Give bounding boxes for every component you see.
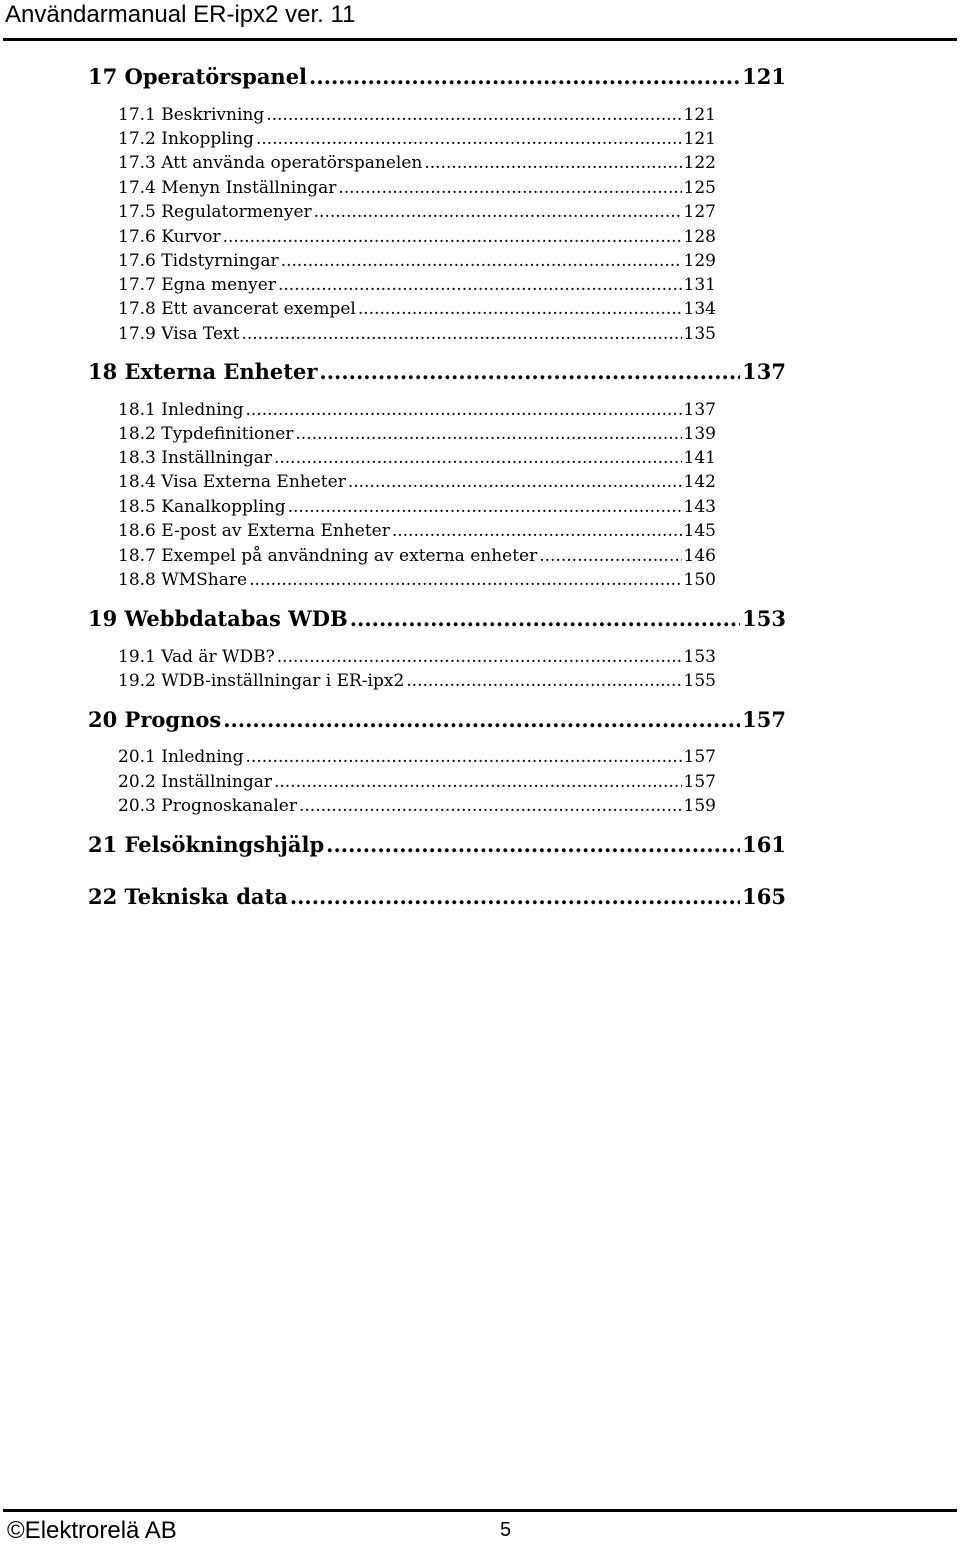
toc-page-number: 165 (742, 884, 786, 909)
toc-section-18-3[interactable] (118, 446, 716, 470)
toc-entry-label: 18.8 WMShare (118, 570, 248, 590)
toc-page-number: 150 (683, 570, 716, 590)
toc-section-19-1[interactable] (118, 645, 716, 669)
toc-page-number: 161 (742, 832, 786, 857)
toc-chapter-22[interactable] (88, 883, 786, 911)
toc-page-number: 157 (742, 707, 786, 732)
toc-dot-leader (348, 470, 682, 494)
toc-entry-label: 18.4 Visa Externa Enheter (118, 472, 346, 492)
toc-entry-label: 20.2 Inställningar (118, 772, 272, 792)
toc-page-number: 135 (683, 324, 716, 344)
toc-page-number: 155 (683, 671, 716, 691)
toc-entry-label: 17.3 Att använda operatörspanelen (118, 153, 423, 173)
toc-dot-leader (326, 831, 740, 859)
toc-chapter-21[interactable] (88, 831, 786, 859)
toc-section-20-3[interactable] (118, 794, 716, 818)
footer-copyright: ©Elektrorelä AB (7, 1517, 177, 1544)
toc-entry-label: 17.7 Egna menyer (118, 275, 276, 295)
toc-entry-label: 18.6 E-post av Externa Enheter (118, 521, 390, 541)
toc-entry-label: 19.2 WDB-inställningar i ER-ipx2 (118, 671, 405, 691)
toc-chapter-17[interactable] (88, 63, 786, 91)
toc-entry-label: 20.1 Inledning (118, 747, 244, 767)
toc-dot-leader (277, 645, 682, 669)
toc-entry-label: 17.9 Visa Text (118, 324, 240, 344)
footer-page-number: 5 (500, 1519, 512, 1541)
toc-section-17-2[interactable] (118, 127, 716, 151)
toc-page-number: 121 (683, 105, 716, 125)
toc-entry-label: 18.7 Exempel på användning av externa enheter (118, 546, 538, 566)
document-header-title: Användarmanual ER-ipx2 ver. 11 (5, 1, 356, 28)
toc-entry-label: 19 Webbdatabas WDB (88, 606, 348, 631)
toc-page-number: 141 (683, 448, 716, 468)
toc-dot-leader (299, 794, 682, 818)
toc-dot-leader (309, 63, 740, 91)
toc-page-number: 137 (683, 400, 716, 420)
toc-section-19-2[interactable] (118, 669, 716, 693)
toc-chapter-20[interactable] (88, 706, 786, 734)
toc-page-number: 145 (683, 521, 716, 541)
toc-entry-label: 21 Felsökningshjälp (88, 832, 325, 857)
toc-dot-leader (295, 422, 681, 446)
toc-page-number: 127 (683, 202, 716, 222)
toc-section-18-8[interactable] (118, 568, 716, 592)
toc-section-17-7[interactable] (118, 273, 716, 297)
toc-page-number: 157 (683, 772, 716, 792)
toc-dot-leader (358, 297, 682, 321)
toc-page-number: 157 (683, 747, 716, 767)
toc-dot-leader (288, 495, 682, 519)
toc-dot-leader (266, 103, 681, 127)
toc-page-number: 121 (742, 64, 786, 89)
toc-section-17-1[interactable] (118, 103, 716, 127)
toc-chapter-18[interactable] (88, 358, 786, 386)
toc-page-number: 131 (683, 275, 716, 295)
toc-section-18-1[interactable] (118, 398, 716, 422)
toc-dot-leader (241, 322, 681, 346)
toc-page-number: 137 (742, 359, 786, 384)
toc-entry-label: 20 Prognos (88, 707, 222, 732)
toc-entry-label: 17.5 Regulatormenyer (118, 202, 312, 222)
toc-page-number: 143 (683, 497, 716, 517)
toc-page-number: 122 (683, 153, 716, 173)
toc-dot-leader (406, 669, 681, 693)
toc-dot-leader (281, 249, 682, 273)
toc-entry-label: 17.8 Ett avancerat exempel (118, 299, 356, 319)
toc-dot-leader (246, 745, 682, 769)
footer-divider (3, 1509, 957, 1512)
toc-entry-label: 17.4 Menyn Inställningar (118, 178, 337, 198)
toc-dot-leader (338, 176, 681, 200)
toc-dot-leader (223, 225, 682, 249)
toc-entry-label: 17.6 Kurvor (118, 227, 221, 247)
toc-dot-leader (246, 398, 682, 422)
toc-section-17-8[interactable] (118, 297, 716, 321)
toc-section-17-5[interactable] (118, 200, 716, 224)
toc-section-18-4[interactable] (118, 470, 716, 494)
toc-page-number: 159 (683, 796, 716, 816)
toc-section-17-6-tidstyrningar[interactable] (118, 249, 716, 273)
toc-dot-leader (314, 200, 682, 224)
toc-page-number: 128 (683, 227, 716, 247)
toc-page-number: 125 (683, 178, 716, 198)
toc-entry-label: 22 Tekniska data (88, 884, 288, 909)
toc-entry-label: 17 Operatörspanel (88, 64, 308, 89)
toc-entry-label: 17.1 Beskrivning (118, 105, 265, 125)
toc-dot-leader (392, 519, 682, 543)
toc-page-number: 134 (683, 299, 716, 319)
toc-page-number: 153 (683, 647, 716, 667)
toc-section-18-5[interactable] (118, 495, 716, 519)
toc-section-17-6-kurvor[interactable] (118, 225, 716, 249)
toc-page-number: 146 (683, 546, 716, 566)
toc-section-20-2[interactable] (118, 770, 716, 794)
toc-dot-leader (256, 127, 682, 151)
toc-dot-leader (539, 544, 681, 568)
toc-section-18-2[interactable] (118, 422, 716, 446)
toc-section-17-9[interactable] (118, 322, 716, 346)
toc-page-number: 129 (683, 251, 716, 271)
toc-entry-label: 18 Externa Enheter (88, 359, 318, 384)
header-divider (3, 38, 957, 41)
toc-entry-label: 18.2 Typdefinitioner (118, 424, 294, 444)
toc-dot-leader (278, 273, 682, 297)
toc-dot-leader (424, 151, 681, 175)
toc-entry-label: 17.2 Inkoppling (118, 129, 254, 149)
toc-dot-leader (290, 883, 740, 911)
toc-entry-label: 18.3 Inställningar (118, 448, 272, 468)
toc-section-18-7[interactable] (118, 544, 716, 568)
toc-entry-label: 20.3 Prognoskanaler (118, 796, 297, 816)
toc-dot-leader (274, 770, 682, 794)
toc-entry-label: 18.1 Inledning (118, 400, 244, 420)
toc-entry-label: 17.6 Tidstyrningar (118, 251, 279, 271)
toc-entry-label: 19.1 Vad är WDB? (118, 647, 275, 667)
toc-chapter-19[interactable] (88, 605, 786, 633)
toc-dot-leader (249, 568, 681, 592)
toc-dot-leader (319, 358, 740, 386)
toc-dot-leader (350, 605, 740, 633)
toc-dot-leader (223, 706, 740, 734)
toc-page-number: 153 (742, 606, 786, 631)
toc-section-17-4[interactable] (118, 176, 716, 200)
toc-section-18-6[interactable] (118, 519, 716, 543)
toc-page-number: 139 (683, 424, 716, 444)
toc-section-20-1[interactable] (118, 745, 716, 769)
toc-page-number: 142 (683, 472, 716, 492)
toc-section-17-3[interactable] (118, 151, 716, 175)
toc-entry-label: 18.5 Kanalkoppling (118, 497, 286, 517)
toc-page-number: 121 (683, 129, 716, 149)
toc-dot-leader (274, 446, 682, 470)
